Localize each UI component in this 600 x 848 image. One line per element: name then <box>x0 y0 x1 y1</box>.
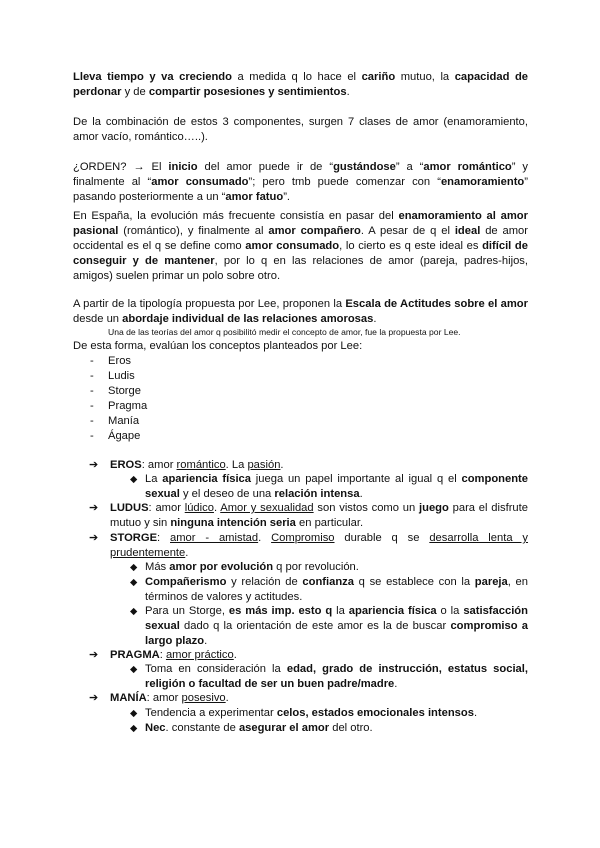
text-bold: es más imp. esto q <box>228 605 333 617</box>
paragraph-spain-evolution <box>73 209 528 284</box>
text: mutuo, la <box>395 71 455 83</box>
text-underlined: Compromiso <box>271 532 335 544</box>
text: en particular. <box>295 517 364 529</box>
text-bold: Lleva tiempo y va creciendo <box>73 71 232 83</box>
text: : amor <box>146 692 182 704</box>
text-bold: amor compañero <box>268 225 361 237</box>
text-bold: enamoramiento <box>440 176 525 188</box>
text-bold: amor por evolución <box>169 561 274 573</box>
dash-bullet: - <box>90 355 94 367</box>
text: En España, la evolución más frecuente consistía en pasar del <box>73 210 399 222</box>
pragma-item <box>110 648 528 663</box>
text: q se establece con la <box>354 576 475 588</box>
dash-bullet: - <box>90 415 94 427</box>
text: . <box>185 547 189 559</box>
text-bold: ninguna intención seria <box>170 517 296 529</box>
text: Tendencia a experimentar <box>145 707 277 719</box>
text-bold: amor consumado <box>245 240 340 252</box>
text: q por revolución. <box>273 561 359 573</box>
text-bold: satisfacción sexual <box>145 605 528 632</box>
eros-detail <box>145 472 528 502</box>
diamond-bullet-icon: ◆ <box>130 474 138 485</box>
text: : <box>159 649 166 661</box>
text: la <box>332 605 349 617</box>
text: . <box>473 707 478 719</box>
arrow-bullet-icon: ➔ <box>89 692 99 704</box>
text: a medida q lo hace el <box>231 71 362 83</box>
text: . <box>213 502 221 514</box>
text: ” pasando posteriormente a un “ <box>73 176 528 203</box>
text: . <box>233 649 237 661</box>
ludus-item <box>110 501 528 531</box>
text-bold: inicio <box>168 161 198 173</box>
text-bold: gustándose <box>333 161 396 173</box>
text: De esta forma, evalúan los conceptos planteados por Lee: <box>73 340 363 352</box>
text-underlined: posesivo <box>181 692 226 704</box>
paragraph-intimacy-growth <box>73 70 528 100</box>
text: del otro. <box>329 722 373 734</box>
text: dado q la orientación de este amor es la de buscar <box>179 620 451 632</box>
storge-item <box>110 531 528 561</box>
text-bold: celos, estados emocionales intensos <box>276 707 474 719</box>
text-bold: Escala de Actitudes sobre el amor <box>345 298 528 310</box>
text-underlined: pasión <box>247 459 281 471</box>
text-bold: asegurar el amor <box>238 722 330 734</box>
text-bold: amor fatuo <box>225 191 284 203</box>
text: : amor <box>141 459 177 471</box>
text: ¿ORDEN? → El <box>73 161 169 173</box>
text-bold: compromiso a largo plazo <box>145 620 528 647</box>
text-underlined: amor - amistad <box>170 532 259 544</box>
text-bold: pareja <box>474 576 508 588</box>
storge-detail-3 <box>145 604 528 649</box>
dash-bullet: - <box>90 400 94 412</box>
text: Más <box>145 561 170 573</box>
diamond-bullet-icon: ◆ <box>130 577 138 588</box>
text: : <box>157 532 171 544</box>
text-bold: amor consumado <box>151 176 249 188</box>
text: . La <box>225 459 248 471</box>
paragraph-combination <box>73 115 528 145</box>
list-item: Ágape <box>108 430 141 442</box>
text: . <box>258 532 272 544</box>
style-name: LUDUS <box>110 502 149 514</box>
text-underlined: desarrolla lenta y prudentemente <box>110 532 529 559</box>
arrow-bullet-icon: ➔ <box>89 532 99 544</box>
paragraph-lee-scale <box>73 297 528 327</box>
text: (romántico), y finalmente al <box>118 225 269 237</box>
eros-item <box>110 458 528 473</box>
text-bold: confianza <box>302 576 354 588</box>
text: . constante de <box>165 722 239 734</box>
text: , por lo q en las relaciones de amor (pareja, padres-hijos, amigos) suelen primar un polo sobre otro. <box>73 255 528 282</box>
dash-bullet: - <box>90 370 94 382</box>
text: del amor puede ir de “ <box>197 161 334 173</box>
text: y el deseo de una <box>179 488 275 500</box>
text: desde un <box>73 313 123 325</box>
arrow-bullet-icon: ➔ <box>89 459 99 471</box>
diamond-bullet-icon: ◆ <box>130 606 138 617</box>
text: y de <box>121 86 149 98</box>
text-bold: Compañerismo <box>145 576 227 588</box>
paragraph-order <box>73 160 528 205</box>
mania-detail-1 <box>145 706 528 721</box>
text: . <box>280 459 284 471</box>
diamond-bullet-icon: ◆ <box>130 664 138 675</box>
list-item: Storge <box>108 385 141 397</box>
text-bold: apariencia física <box>348 605 437 617</box>
small-note: Una de las teorías del amor q posibilitó medir el concepto de amor, fue la propuesta por Lee. <box>108 327 461 337</box>
text-underlined: amor práctico <box>165 649 234 661</box>
text-bold: relación intensa <box>274 488 360 500</box>
text: o la <box>436 605 464 617</box>
text-bold: juego <box>419 502 449 514</box>
paragraph-evaluate-concepts <box>73 339 528 354</box>
storge-detail-1 <box>145 560 528 575</box>
text-bold: apariencia física <box>162 473 251 485</box>
style-name: PRAGMA <box>110 649 160 661</box>
text: De la combinación de estos 3 componentes, surgen 7 clases de amor (enamoramiento, amor vacío, romántico…..). <box>73 116 528 143</box>
arrow-bullet-icon: ➔ <box>89 649 99 661</box>
mania-item <box>110 691 528 706</box>
text: . A pesar de q el <box>360 225 455 237</box>
text-underlined: Amor y sexualidad <box>220 502 314 514</box>
mania-detail-2 <box>145 721 528 736</box>
pragma-detail <box>145 662 528 692</box>
text: . <box>204 635 208 647</box>
text: La <box>145 473 163 485</box>
list-item: Ludis <box>108 370 135 382</box>
diamond-bullet-icon: ◆ <box>130 708 138 719</box>
style-name: EROS <box>110 459 142 471</box>
text: y relación de <box>226 576 303 588</box>
text-bold: cariño <box>361 71 396 83</box>
text-underlined: romántico <box>176 459 226 471</box>
text: durable q se <box>334 532 430 544</box>
text: Para un Storge, <box>145 605 229 617</box>
text: . <box>373 313 377 325</box>
text: de amor occidental es el q se define como <box>73 225 529 252</box>
text-bold: enamoramiento al amor pasional <box>73 210 528 237</box>
text: ”; pero tmb puede comenzar con “ <box>248 176 441 188</box>
text-bold: difícil de conseguir y de mantener <box>73 240 528 267</box>
text-underlined: lúdico <box>184 502 214 514</box>
dash-bullet: - <box>90 430 94 442</box>
text-bold: abordaje individual de las relaciones amorosas <box>122 313 374 325</box>
text: : amor <box>148 502 185 514</box>
dash-bullet: - <box>90 385 94 397</box>
text-bold: edad, grado de instrucción, estatus social, religión o facultad de ser un buen padre/madre <box>145 663 528 690</box>
text: . <box>394 678 398 690</box>
text: . <box>225 692 229 704</box>
style-name: STORGE <box>110 532 158 544</box>
text-bold: ideal <box>454 225 481 237</box>
text-bold: componente sexual <box>145 473 528 500</box>
text: , lo cierto es q este ideal es <box>339 240 483 252</box>
arrow-bullet-icon: ➔ <box>89 502 99 514</box>
text: . <box>346 86 350 98</box>
text: Toma en consideración la <box>145 663 287 675</box>
list-item: Manía <box>108 415 140 427</box>
text-bold: compartir posesiones y sentimientos <box>148 86 347 98</box>
text: son vistos como un <box>313 502 419 514</box>
text-bold: amor romántico <box>423 161 512 173</box>
text-bold: Nec <box>145 722 166 734</box>
style-name: MANÍA <box>110 692 147 704</box>
diamond-bullet-icon: ◆ <box>130 562 138 573</box>
text: ” y finalmente al “ <box>73 161 529 188</box>
text: A partir de la tipología propuesta por Lee, proponen la <box>73 298 346 310</box>
diamond-bullet-icon: ◆ <box>130 723 138 734</box>
list-item: Eros <box>108 355 132 367</box>
text-bold: capacidad de perdonar <box>73 71 529 98</box>
text: ”. <box>283 191 291 203</box>
text: , en términos de valores y actitudes. <box>145 576 528 603</box>
text: para el disfrute mutuo y sin <box>110 502 528 529</box>
list-item: Pragma <box>108 400 148 412</box>
text: juega un papel importante al igual q el <box>251 473 462 485</box>
storge-detail-2 <box>145 575 528 605</box>
text: . <box>359 488 363 500</box>
text: ” a “ <box>395 161 424 173</box>
